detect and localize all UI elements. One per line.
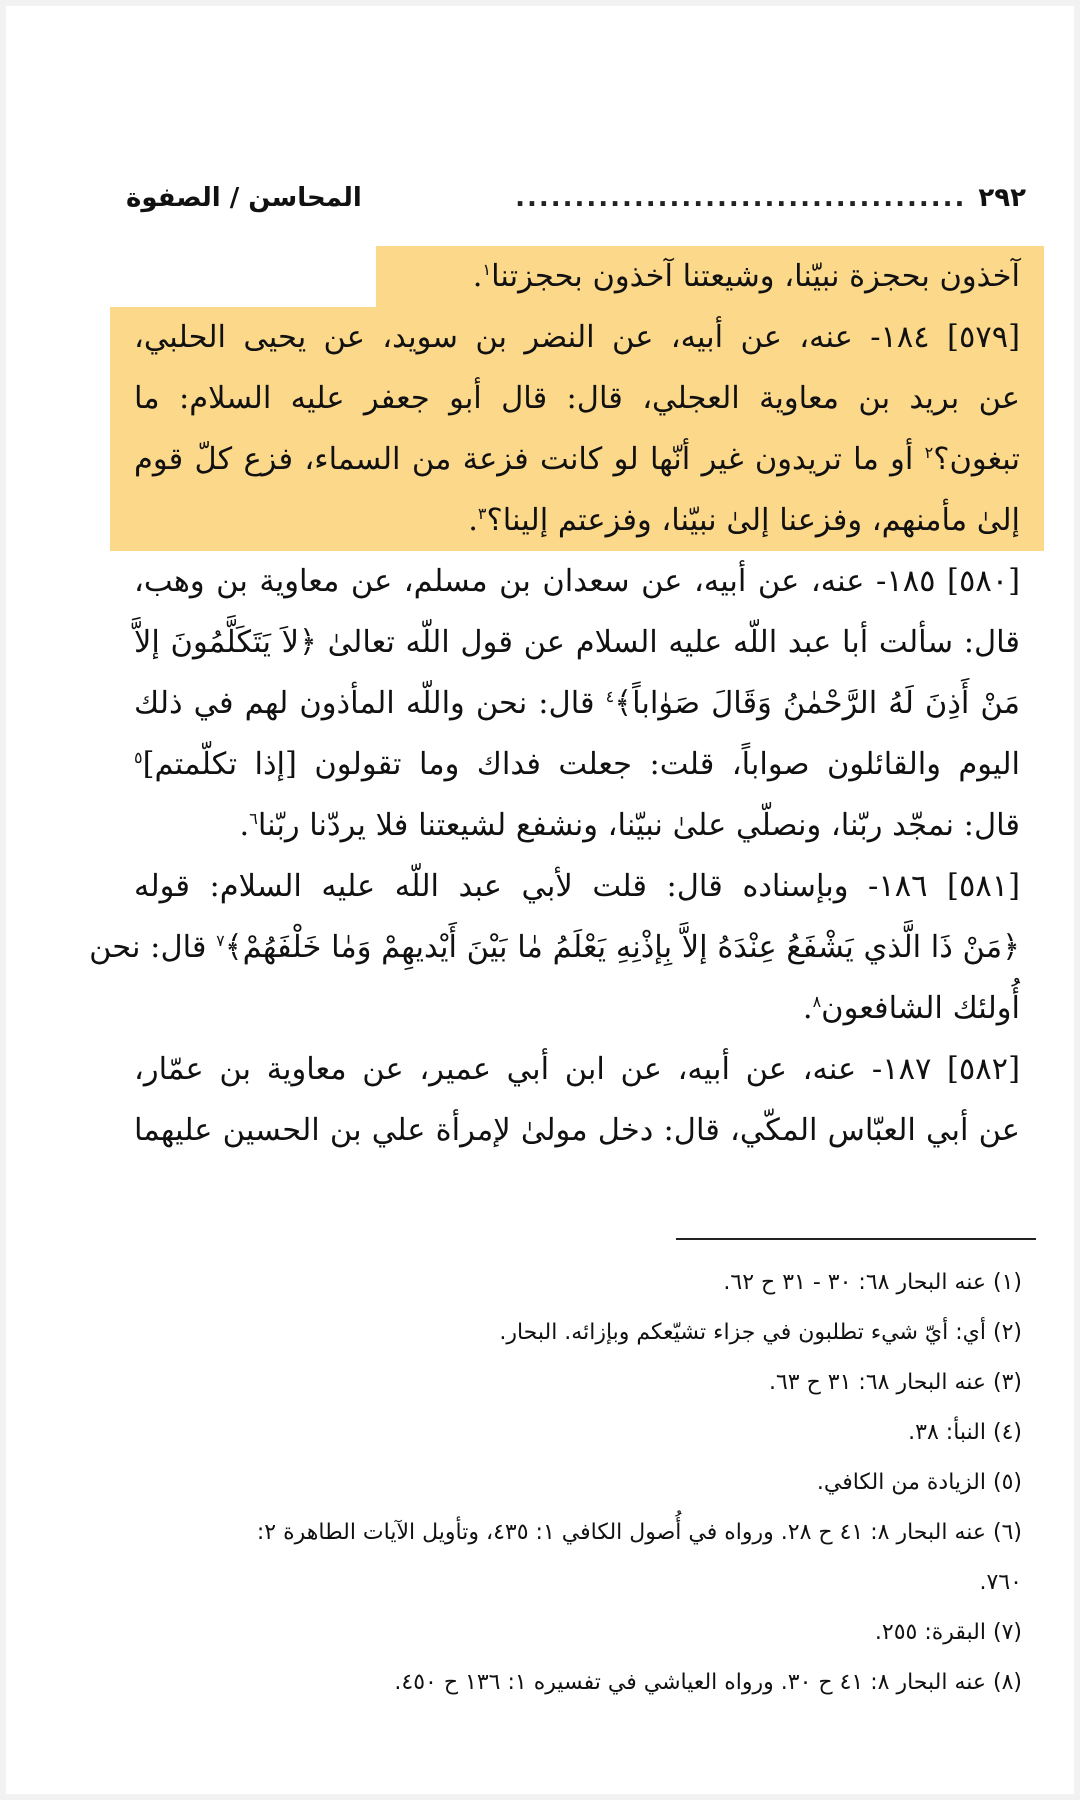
book-page	[6, 6, 1074, 1794]
page-number: ٢٩٢	[978, 183, 1026, 213]
header-leader-dots: ......................................	[515, 183, 967, 213]
text-line: [٥٨١] ١٨٦- وبإسناده قال: قلت لأبي عبد اللّه عليه السلام: قوله	[134, 869, 1020, 904]
text-line[interactable]: تبغون؟$^٢$ أو ما تريدون غير أنّها لو كانت فزعة من السماء، فزع كلّ قوم	[110, 429, 1044, 490]
text-line[interactable]: عن بريد بن معاوية العجلي، قال: قال أبو جعفر عليه السلام: ما	[110, 368, 1044, 429]
footnote: (٧) البقرة: ٢٥٥.	[874, 1620, 1022, 1645]
footnotes	[110, 1258, 1044, 1708]
footnote: (٢) أي: أيّ شيء تطلبون في جزاء تشيّعكم وبإزائه. البحار.	[499, 1320, 1022, 1345]
text-line: اليوم والقائلون صواباً، قلت: جعلت فداك وما تقولون [إذا تكلّمتم]$^٥$	[134, 747, 1020, 782]
text-line[interactable]: [٥٧٩] ١٨٤- عنه، عن أبيه، عن النضر بن سويد، عن يحيى الحلبي،	[110, 307, 1044, 368]
footnote-separator	[676, 1238, 1036, 1240]
footnote: (٦) عنه البحار ٨: ٤١ ح ٢٨. ورواه في أُصول الكافي ١: ٤٣٥، وتأويل الآيات الطاهرة ٢:	[256, 1520, 1022, 1545]
footnote: (٥) الزيادة من الكافي.	[816, 1470, 1022, 1495]
book-title: المحاسن / الصفوة	[126, 183, 362, 213]
text-line: أُولئك الشافعون$^٨$.	[802, 991, 1020, 1026]
footnote: (٣) عنه البحار ٦٨: ٣١ ح ٦٣.	[768, 1370, 1022, 1395]
footnote-continuation: ٧٦٠.	[979, 1570, 1022, 1595]
text-line[interactable]: إلىٰ مأمنهم، وفزعنا إلىٰ نبيّنا، وفزعتم إلينا؟$^٣$.	[110, 490, 1044, 551]
footnote: (٤) النبأ: ٣٨.	[908, 1420, 1022, 1445]
text-line: قال: سألت أبا عبد اللّه عليه السلام عن قول اللّه تعالىٰ ﴿لاَ يَتَكَلَّمُونَ إلاَّ	[134, 625, 1020, 660]
footnote: (١) عنه البحار ٦٨: ٣٠ - ٣١ ح ٦٢.	[723, 1270, 1022, 1295]
text-line: [٥٨٠] ١٨٥- عنه، عن أبيه، عن سعدان بن مسلم، عن معاوية بن وهب،	[134, 564, 1020, 599]
text-line[interactable]: آخذون بحجزة نبيّنا، وشيعتنا آخذون بحجزتنا$^١$.	[376, 246, 1044, 307]
text-line: [٥٨٢] ١٨٧- عنه، عن أبيه، عن ابن أبي عمير، عن معاوية بن عمّار،	[134, 1052, 1020, 1087]
text-line: عن أبي العبّاس المكّي، قال: دخل مولىٰ لإمرأة علي بن الحسين عليهما	[134, 1113, 1020, 1148]
text-line: قال: نمجّد ربّنا، ونصلّي علىٰ نبيّنا، ونشفع لشيعتنا فلا يردّنا ربّنا$^٦$.	[239, 808, 1020, 843]
running-header	[126, 178, 1026, 218]
footnote: (٨) عنه البحار ٨: ٤١ ح ٣٠. ورواه العياشي في تفسيره ١: ١٣٦ ح ٤٥٠.	[394, 1670, 1022, 1695]
text-line: مَنْ أَذِنَ لَهُ الرَّحْمٰنُ وَقَالَ صَوٰاباً﴾$^٤$ قال: نحن واللّه المأذون لهم في ذلك	[134, 686, 1020, 721]
main-text	[89, 246, 1044, 1161]
text-line: ﴿مَنْ ذَا الَّذي يَشْفَعُ عِنْدَهُ إلاَّ بِإذْنِهِ يَعْلَمُ مٰا بَيْنَ أَيْديهِمْ وَمٰا خَلْفَهُمْ﴾$^٧$ قال: نحن	[89, 930, 1020, 965]
